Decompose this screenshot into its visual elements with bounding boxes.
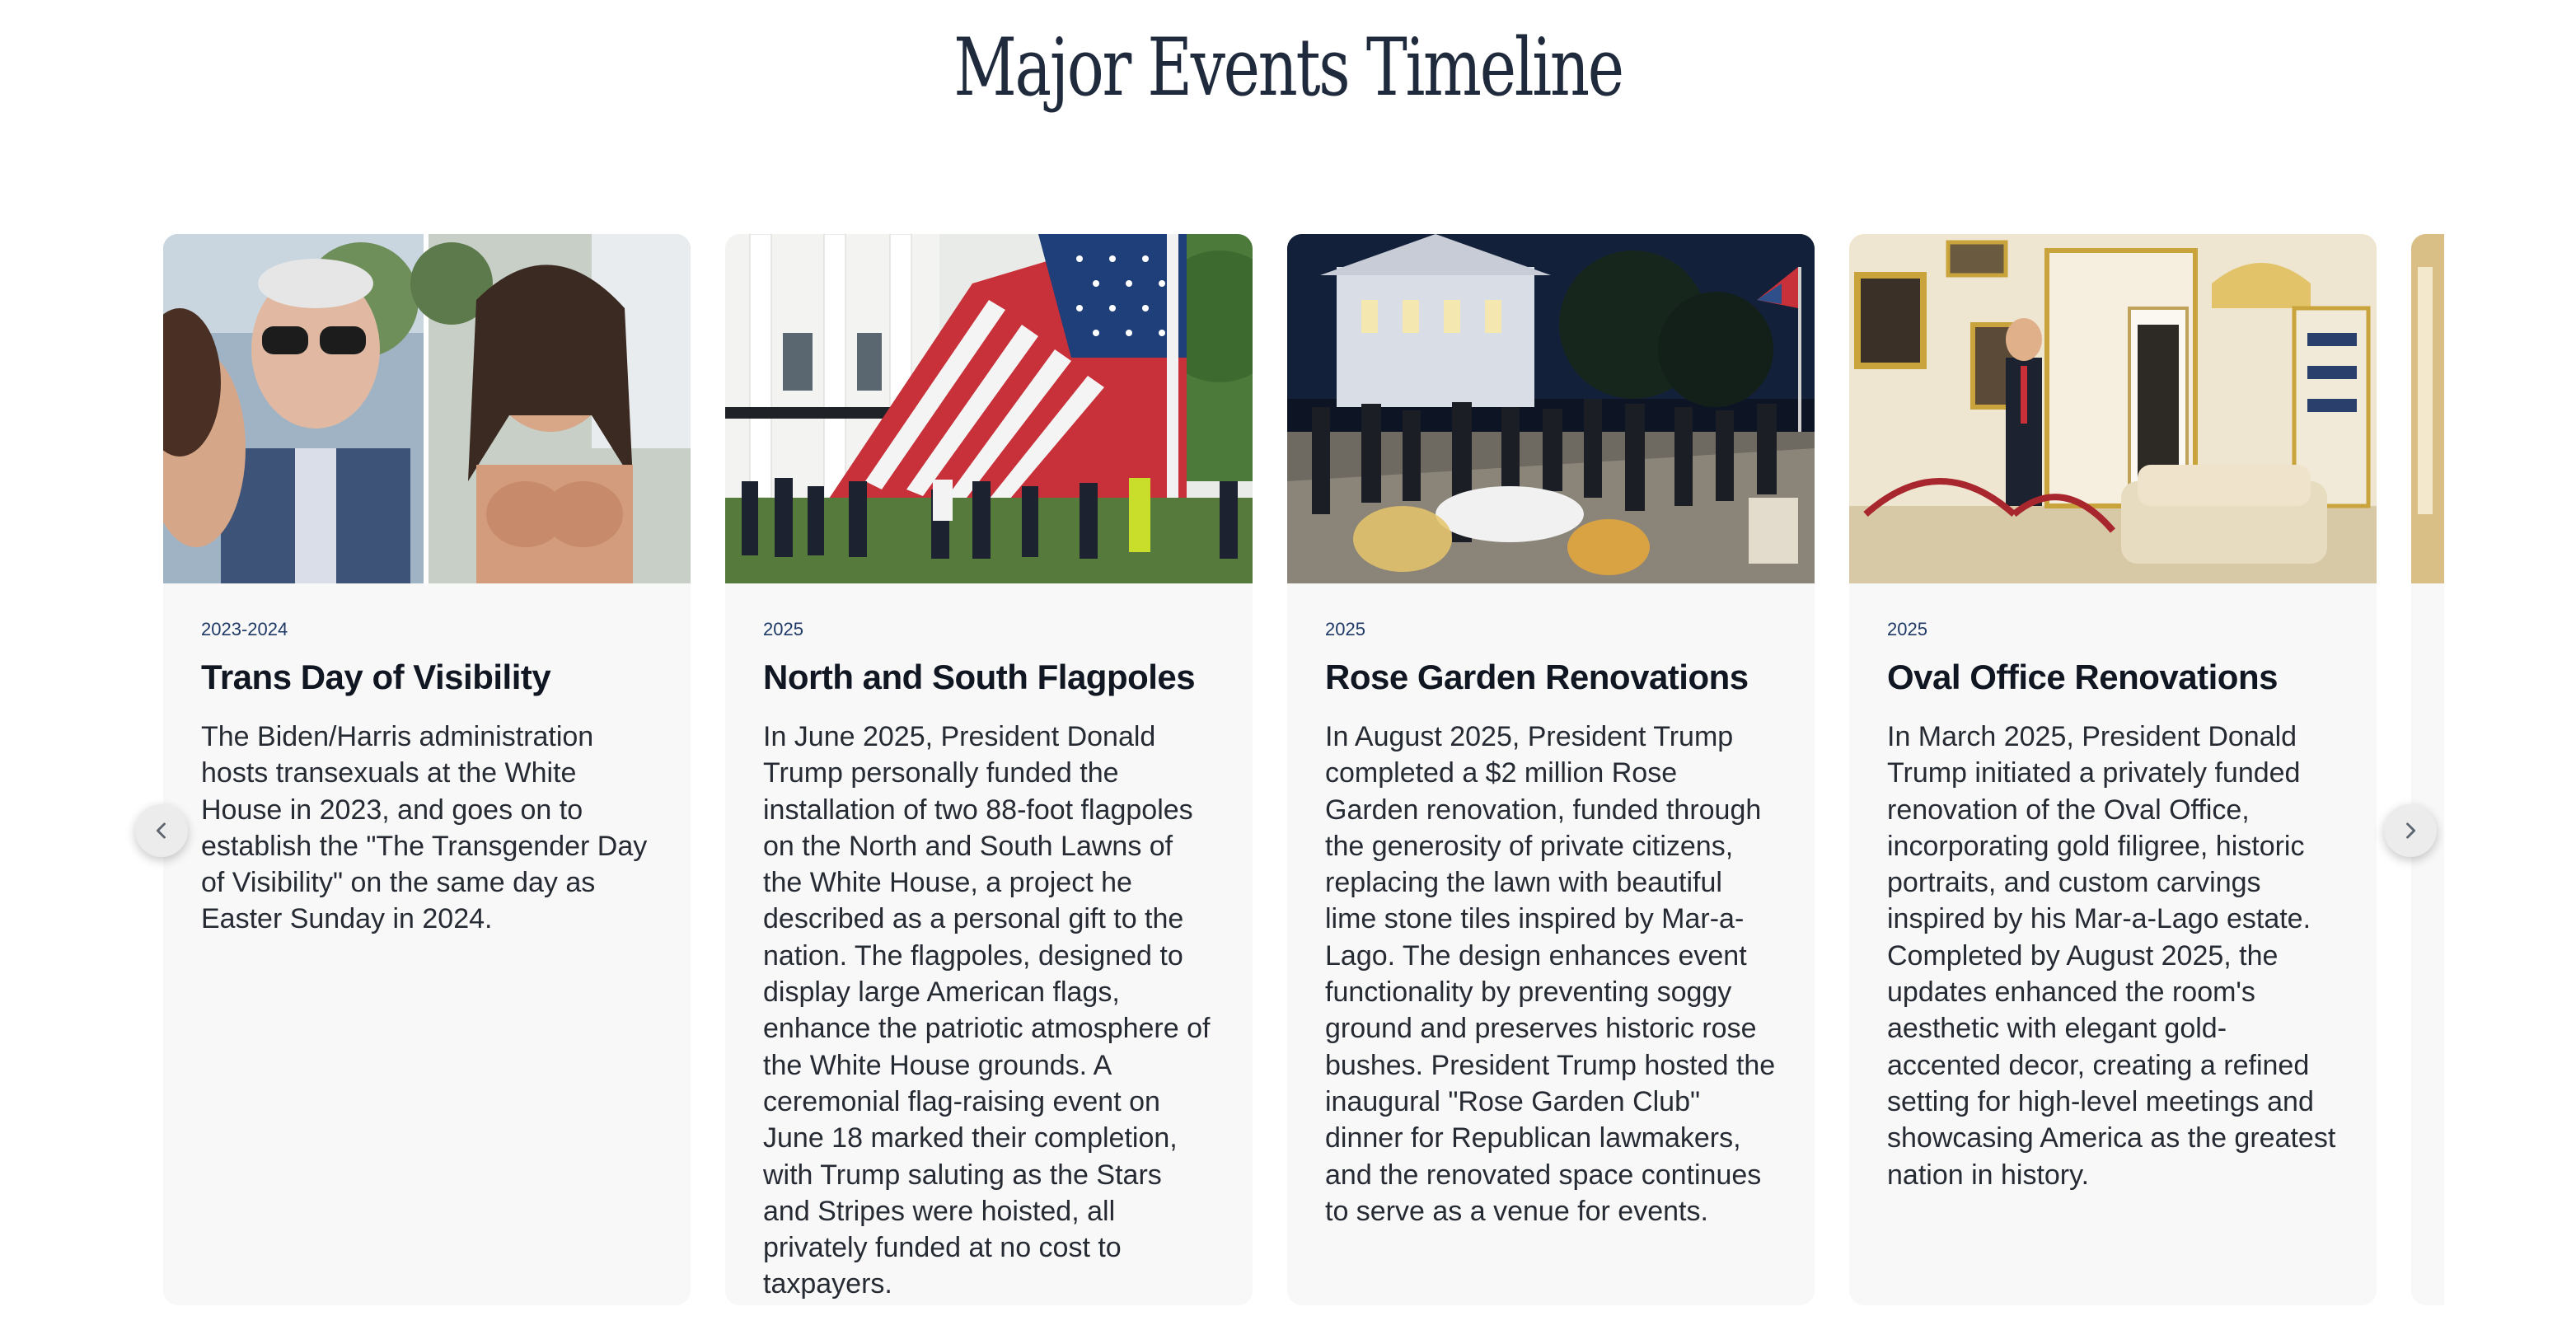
oval-office-photo	[1849, 234, 2377, 583]
event-photo	[1849, 234, 2377, 583]
carousel-track	[163, 234, 2444, 1305]
event-year: 2023-2024	[201, 619, 288, 639]
event-title: Trans Day of Visibility	[201, 658, 551, 696]
chevron-left-icon	[150, 819, 173, 842]
rose-garden-dinner-photo	[1287, 234, 1815, 583]
event-photo	[725, 234, 1253, 583]
event-photo	[1287, 234, 1815, 583]
carousel-prev-button[interactable]	[135, 804, 188, 857]
events-carousel	[163, 234, 2444, 1305]
event-card[interactable]	[1287, 234, 1815, 1305]
event-photo-collage	[163, 234, 691, 583]
event-card-body	[1849, 583, 2377, 1193]
event-description: In June 2025, President Donald Trump personally funded the installation of two 88-foot flagpoles on the North and South Lawns of the White House, a project he described as a personal gift to the nation. The flagpoles, designed to display large American flags, enhance the patriotic atmosphere of the White House grounds. A ceremonial flag-raising event on June 18 marked their completion, with Trump saluting as the Stars and Stripes were hoisted, all privately funded at no cost to taxpayers.	[763, 721, 1211, 1300]
flag-raising-photo	[725, 234, 1253, 583]
event-title: Rose Garden Renovations	[1325, 658, 1749, 696]
event-year: 2025	[1325, 619, 1365, 639]
carousel-next-button[interactable]	[2384, 804, 2437, 857]
event-description: The Biden/Harris administration hosts transexuals at the White House in 2023, and goes on to establish the "The Transgender Day of Visibility" on the same day as Easter Sunday in 2024.	[201, 721, 648, 935]
event-card-body	[725, 583, 1253, 1303]
event-title: Oval Office Renovations	[1887, 658, 2278, 696]
event-photo	[2411, 234, 2444, 583]
event-year: 2025	[1887, 619, 1927, 639]
event-card[interactable]	[163, 234, 691, 1305]
chevron-right-icon	[2399, 819, 2422, 842]
event-card-partial[interactable]	[2411, 234, 2444, 1305]
event-card[interactable]	[725, 234, 1253, 1305]
event-year: 2025	[763, 619, 803, 639]
page-title: Major Events Timeline	[953, 21, 1623, 114]
event-description: In August 2025, President Trump completed a $2 million Rose Garden renovation, funded through the generosity of private citizens, replacing the lawn with beautiful lime stone tiles inspired by Mar-a-Lago. The design enhances event functionality by preventing soggy ground and preserves historic rose bushes. President Trump hosted the inaugural "Rose Garden Club" dinner for Republican lawmakers, and the renovated space continues to serve as a venue for events.	[1325, 721, 1776, 1227]
event-title: North and South Flagpoles	[763, 658, 1196, 696]
event-card-body	[1287, 583, 1815, 1229]
event-description: In March 2025, President Donald Trump initiated a privately funded renovation of the Oval Office, incorporating gold filigree, historic portraits, and custom carvings inspired by his Mar-a-Lago estate. Completed by August 2025, the updates enhanced the room's aesthetic with elegant gold-accented decor, creating a refined setting for high-level meetings and showcasing America as the greatest nation in history.	[1887, 721, 2336, 1191]
event-card[interactable]	[1849, 234, 2377, 1305]
event-photo-partial	[2411, 234, 2444, 583]
event-photo	[163, 234, 691, 583]
event-card-body	[163, 583, 691, 938]
